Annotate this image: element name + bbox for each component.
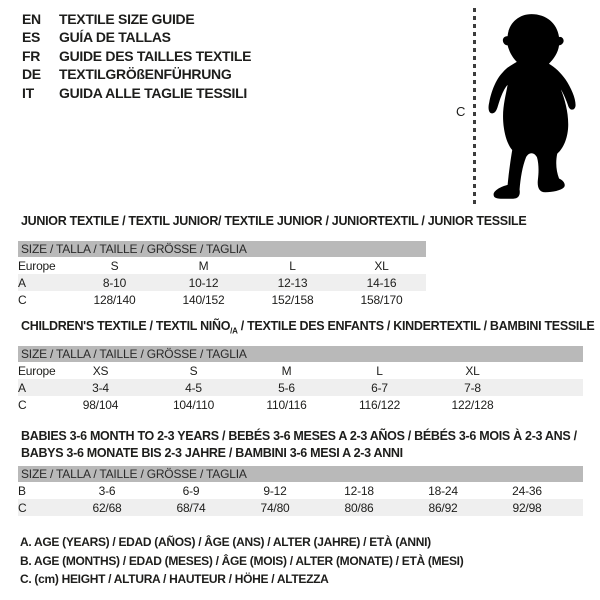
lang-code: EN (22, 11, 41, 27)
table-row (18, 379, 583, 396)
table-row (18, 499, 583, 516)
lang-row-es (22, 28, 251, 46)
note-c: C. (cm) HEIGHT / ALTURA / HAUTEUR / HÖHE / ALTEZZA (20, 572, 329, 587)
size-header-bar (18, 241, 426, 257)
note-b: B. AGE (MONTHS) / EDAD (MESES) / ÂGE (MOIS) / ALTER (MONATE) / ETÀ (MESI) (20, 553, 464, 568)
lang-label: TEXTILE SIZE GUIDE (59, 11, 195, 27)
children-size-table (18, 346, 583, 413)
cell: 14-16 (337, 274, 426, 291)
cell: 62/68 (65, 499, 149, 516)
size-header-label: SIZE / TALLA / TAILLE / GRÖSSE / TAGLIA (18, 241, 426, 257)
cell: 68/74 (149, 499, 233, 516)
cell: XS (92, 363, 109, 378)
cell: 152/158 (271, 292, 314, 307)
children-table-title (21, 318, 594, 340)
cell: 12-13 (248, 274, 337, 291)
babies-size-table (18, 466, 583, 516)
row-label: B (18, 483, 26, 498)
junior-table-title: JUNIOR TEXTILE / TEXTIL JUNIOR/ TEXTILE JUNIOR / JUNIORTEXTIL / JUNIOR TESSILE (21, 214, 527, 228)
note-a: A. AGE (YEARS) / EDAD (AÑOS) / ÂGE (ANS) / ALTER (JAHRE) / ETÀ (ANNI) (20, 535, 431, 549)
lang-code: FR (22, 47, 41, 64)
cell: 12-18 (344, 483, 374, 498)
cell: M (281, 363, 292, 378)
cell: 4-5 (147, 379, 240, 396)
lang-code: DE (22, 66, 41, 83)
cell: 140/152 (182, 292, 225, 307)
title-text: CHILDREN'S TEXTILE / TEXTIL NIÑO (21, 319, 231, 333)
lang-row-it (22, 84, 251, 102)
cell: 104/110 (172, 397, 215, 412)
cell: 5-6 (240, 379, 333, 396)
toddler-silhouette-icon (481, 4, 582, 207)
legend-notes (20, 533, 463, 589)
row-label: A (18, 379, 54, 396)
cell: 86/92 (401, 499, 485, 516)
cell: 116/122 (358, 397, 401, 412)
height-measure-dashed-line (473, 8, 476, 207)
table-row (18, 291, 426, 308)
cell: XL (374, 258, 389, 273)
cell: 128/140 (93, 292, 136, 307)
cell: S (110, 258, 119, 273)
table-row (18, 396, 583, 413)
cell: 98/104 (82, 397, 119, 412)
lang-code: ES (22, 29, 41, 46)
cell: L (289, 258, 296, 273)
cell: 122/128 (451, 397, 494, 412)
cell: 18-24 (428, 483, 458, 498)
cell: S (189, 363, 198, 378)
cell: 3-6 (98, 483, 116, 498)
cell: 7-8 (426, 379, 519, 396)
junior-size-table (18, 241, 426, 308)
cell: 3-4 (54, 379, 147, 396)
cell: 158/170 (360, 292, 403, 307)
cell: 6-9 (182, 483, 200, 498)
cell: 6-7 (333, 379, 426, 396)
cell: 24-36 (512, 483, 542, 498)
spacer-cell (569, 482, 583, 499)
spacer-cell (519, 362, 583, 379)
babies-table-title (21, 428, 577, 462)
row-label: C (18, 499, 65, 516)
cell: 110/116 (266, 397, 307, 412)
lang-label: GUÍA DE TALLAS (59, 29, 171, 46)
cell: M (198, 258, 209, 273)
size-header-label: SIZE / TALLA / TAILLE / GRÖSSE / TAGLIA (18, 466, 583, 482)
table-row (18, 274, 426, 291)
height-measure-label: C (456, 104, 466, 119)
lang-row-fr (22, 47, 251, 65)
title-text: / TEXTILE DES ENFANTS / KINDERTEXTIL / BAMBINI TESSILE (237, 319, 595, 333)
cell: 8-10 (70, 274, 159, 291)
row-label: C (18, 397, 27, 412)
size-header-bar (18, 466, 583, 482)
cell: L (376, 363, 383, 378)
lang-label: GUIDA ALLE TAGLIE TESSILI (59, 84, 247, 101)
spacer-cell (519, 396, 583, 413)
row-label: A (18, 274, 70, 291)
table-row (18, 362, 583, 379)
lang-row-en (22, 10, 251, 28)
table-row (18, 257, 426, 274)
size-header-bar (18, 346, 583, 362)
table-row (18, 482, 583, 499)
lang-label: GUIDE DES TAILLES TEXTILE (59, 47, 252, 64)
lang-row-de (22, 65, 251, 83)
language-header (22, 10, 251, 102)
cell: 10-12 (159, 274, 248, 291)
cell: 9-12 (263, 483, 287, 498)
size-header-label: SIZE / TALLA / TAILLE / GRÖSSE / TAGLIA (18, 346, 583, 362)
cell: 80/86 (317, 499, 401, 516)
spacer-cell (569, 499, 583, 516)
cell: XL (465, 363, 480, 378)
title-subscript: /A (230, 326, 238, 336)
title-line-1: BABIES 3-6 MONTH TO 2-3 YEARS / BEBÉS 3-6 MESES A 2-3 AÑOS / BÉBÉS 3-6 MOIS À 2-3 ANS / (21, 429, 577, 443)
row-label: Europe (18, 258, 56, 273)
cell: 92/98 (485, 499, 569, 516)
cell: 74/80 (233, 499, 317, 516)
title-line-2: BABYS 3-6 MONATE BIS 2-3 JAHRE / BAMBINI 3-6 MESI A 2-3 ANNI (21, 446, 403, 460)
row-label: C (18, 292, 27, 307)
row-label: Europe (18, 363, 56, 378)
lang-label: TEXTILGRÖßENFÜHRUNG (59, 66, 232, 83)
lang-code: IT (22, 84, 34, 101)
spacer-cell (519, 379, 583, 396)
